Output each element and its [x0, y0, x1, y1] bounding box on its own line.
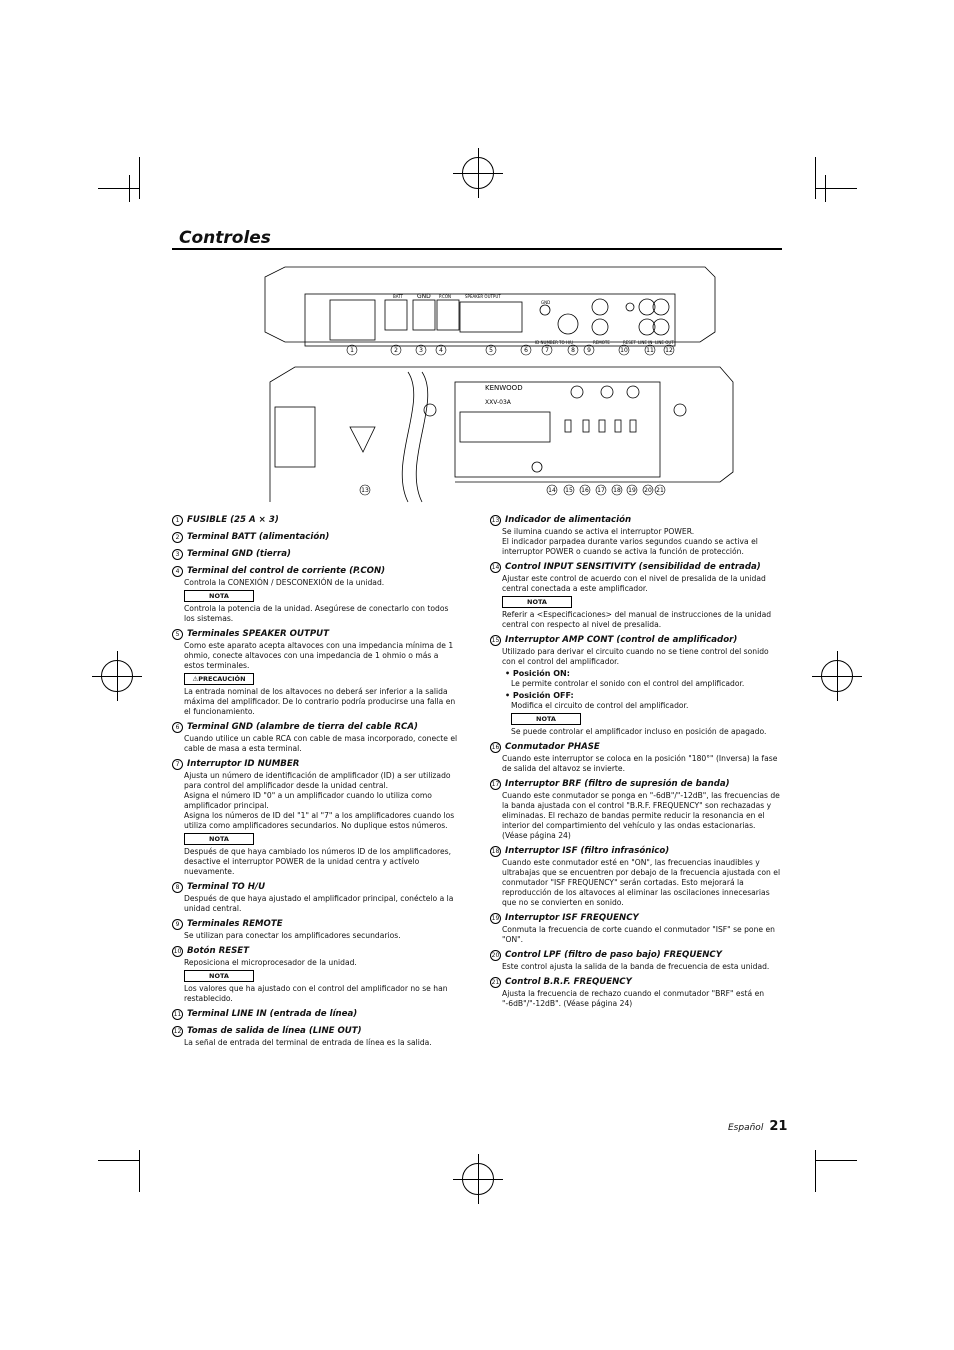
- item-number: 21: [491, 979, 500, 986]
- note-body: [172, 847, 460, 877]
- item-heading: [172, 629, 460, 641]
- item-number: 15: [491, 637, 500, 644]
- item-number: 19: [491, 915, 500, 922]
- item-title: Terminal GND (alambre de tierra del cable RCA): [187, 722, 418, 732]
- panel-reset-label: RESET: [623, 340, 636, 345]
- item-text: Ajustar este control de acuerdo con el nivel de presalida de la unidad central conectada a este amplificador.: [502, 574, 766, 593]
- amplifier-diagram: [255, 262, 735, 507]
- page-title: Controles: [179, 228, 271, 248]
- sub-text: Modifica el circuito de control del amplificador.: [511, 701, 689, 710]
- item-text: Después de que haya ajustado el amplificador principal, conéctelo a la unidad central.: [184, 894, 454, 913]
- item-number: 7: [172, 759, 184, 771]
- item-title: FUSIBLE (25 A × 3): [187, 515, 279, 525]
- item-text: Cuando este conmutador esté en "ON", las frecuencias inaudibles y ultrabajas que se encuentren por debajo de la frecuencia ajustada con el conmutador "ISF FREQUENCY" serán cortadas. Esto mejorará la reproducción de los altavoces al eliminar las oscilaciones innecesarias que no se convierten en sonido.: [502, 858, 781, 907]
- item-body: [172, 931, 460, 941]
- item-9: [172, 919, 460, 941]
- item-number: 20: [491, 952, 500, 959]
- item-heading: [172, 566, 460, 578]
- item-number: 3: [172, 549, 184, 561]
- item-title: Control LPF (filtro de paso bajo) FREQUENCY: [505, 950, 722, 960]
- item-text: Este control ajusta la salida de la banda de frecuencia de esta unidad.: [502, 962, 770, 971]
- note-text: Después de que haya cambiado los números ID de los amplificadores, desactive el interruptor POWER de la unidad centra y actívelo nuevamente.: [184, 847, 451, 876]
- note-text: Los valores que ha ajustado con el control del amplificador no se han restablecido.: [184, 984, 448, 1003]
- item-15: [490, 635, 782, 737]
- item-text: Asigna el número ID "0" a un amplificador cuando lo utiliza como amplificador principal.: [184, 791, 432, 810]
- title-rule: [172, 248, 782, 250]
- note-tag: NOTA: [184, 590, 254, 602]
- item-text: Utilizado para derivar el circuito cuando no se tiene control del sonido con el control del amplificador.: [502, 647, 769, 666]
- panel-to-hu-label: TO H/U: [559, 340, 574, 345]
- item-body: [172, 894, 460, 914]
- item-title: Interruptor ISF (filtro infrasónico): [505, 846, 670, 856]
- item-11: [172, 1009, 460, 1021]
- item-heading: [490, 515, 782, 527]
- sub-heading: • Posición ON:: [505, 669, 570, 678]
- callout-label-13: 13: [361, 487, 369, 494]
- item-17: [490, 779, 782, 841]
- item-body: [490, 527, 782, 557]
- item-text: Se ilumina cuando se activa el interruptor POWER.: [502, 527, 695, 536]
- callout-label-11: 11: [646, 347, 654, 354]
- item-heading: [490, 742, 782, 754]
- brand-label: KENWOOD: [485, 384, 523, 392]
- item-text: Se utilizan para conectar los amplificadores secundarios.: [184, 931, 401, 940]
- item-title: Terminales SPEAKER OUTPUT: [187, 629, 329, 639]
- item-heading: [490, 913, 782, 925]
- callout-label-12: 12: [665, 347, 673, 354]
- item-title: Interruptor BRF (filtro de supresión de banda): [505, 779, 730, 789]
- note-body: [490, 727, 782, 737]
- item-number: 9: [172, 919, 184, 931]
- item-body: [172, 771, 460, 831]
- item-title: Terminal LINE IN (entrada de línea): [187, 1009, 358, 1019]
- item-heading: [172, 722, 460, 734]
- item-text: Cuando utilice un cable RCA con cable de masa incorporado, conecte el cable de masa a esta terminal.: [184, 734, 458, 753]
- item-2: [172, 532, 460, 544]
- item-title: Conmutador PHASE: [505, 742, 600, 752]
- sub-heading: • Posición OFF:: [505, 691, 574, 700]
- item-title: Terminales REMOTE: [187, 919, 283, 929]
- item-body: [172, 734, 460, 754]
- note-text: Controla la potencia de la unidad. Asegúrese de conectarlo con todos los sistemas.: [184, 604, 449, 623]
- item-body: [172, 958, 460, 968]
- model-label: XXV-03A: [485, 399, 511, 406]
- item-heading: [490, 977, 782, 989]
- item-heading: [172, 1009, 460, 1021]
- item-heading: [490, 846, 782, 858]
- item-number: 16: [491, 744, 500, 751]
- panel-pcon-label: P.CON: [439, 294, 451, 299]
- item-body: [172, 1038, 460, 1048]
- panel-speaker-output-label: SPEAKER OUTPUT: [465, 294, 501, 299]
- item-title: Interruptor ID NUMBER: [187, 759, 300, 769]
- note-tag: NOTA: [184, 970, 254, 982]
- item-13: [490, 515, 782, 557]
- item-number: 14: [491, 564, 500, 571]
- callout-label-1: 1: [350, 347, 354, 354]
- callout-label-5: 5: [489, 347, 493, 354]
- item-heading: [172, 946, 460, 958]
- item-body: [490, 754, 782, 774]
- registration-mark-left: [101, 660, 133, 692]
- item-12: [172, 1026, 460, 1048]
- item-19: [490, 913, 782, 945]
- item-3: [172, 549, 460, 561]
- callout-label-21: 21: [656, 487, 664, 494]
- item-heading: [172, 1026, 460, 1038]
- callout-label-19: 19: [628, 487, 636, 494]
- callout-label-8: 8: [571, 347, 575, 354]
- item-body: [172, 578, 460, 588]
- item-body: [490, 791, 782, 841]
- page-footer: [728, 1119, 787, 1134]
- item-16: [490, 742, 782, 774]
- item-body: [490, 989, 782, 1009]
- item-text: Ajusta un número de identificación de amplificador (ID) a ser utilizado para control del amplificador desde la unidad central.: [184, 771, 451, 790]
- item-body: [490, 925, 782, 945]
- page-number: 21: [769, 1119, 788, 1134]
- item-number: 4: [172, 566, 184, 578]
- panel-line-out-label: LINE OUT: [655, 340, 674, 345]
- item-body: [490, 647, 782, 667]
- callout-label-16: 16: [581, 487, 589, 494]
- item-number: 5: [172, 629, 184, 641]
- callout-label-17: 17: [597, 487, 605, 494]
- note-text: La entrada nominal de los altavoces no deberá ser inferior a la salida máxima del amplificador. De lo contrario podría producirse una falla en el funcionamiento.: [184, 687, 456, 716]
- callout-label-14: 14: [548, 487, 556, 494]
- item-title: Interruptor ISF FREQUENCY: [505, 913, 639, 923]
- callout-label-7: 7: [545, 347, 549, 354]
- left-column: [172, 515, 460, 1053]
- item-4: [172, 566, 460, 624]
- note-tag: NOTA: [184, 833, 254, 845]
- item-title: Control B.R.F. FREQUENCY: [505, 977, 632, 987]
- note-body: [172, 687, 460, 717]
- sub-text: Le permite controlar el sonido con el control del amplificador.: [511, 679, 745, 688]
- item-text: Cuando este conmutador se ponga en "-6dB"/"-12dB", las frecuencias de la banda ajustada con el control "B.R.F. FREQUENCY" son rechazadas y eliminadas. El rechazo de bandas permite reducir la resonancia en el interior del compartimiento del vehículo y las ondas estacionarias. (Véase página 24): [502, 791, 780, 840]
- item-heading: [490, 562, 782, 574]
- item-title: Tomas de salida de línea (LINE OUT): [187, 1026, 362, 1036]
- item-text: El indicador parpadea durante varios segundos cuando se activa el interruptor POWER o cuando se activa la función de protección.: [502, 537, 758, 556]
- item-number: 12: [173, 1028, 182, 1035]
- note-text: Se puede controlar el amplificador incluso en posición de apagado.: [511, 727, 767, 736]
- panel-gnd2-label: GND: [541, 300, 551, 305]
- item-number: 17: [491, 781, 500, 788]
- item-8: [172, 882, 460, 914]
- item-10: [172, 946, 460, 1004]
- footer-language: Español: [728, 1123, 764, 1133]
- note-body: [172, 984, 460, 1004]
- panel-id-number-label: ID NUMBER: [535, 340, 558, 345]
- callout-label-6: 6: [524, 347, 528, 354]
- item-number: 18: [491, 848, 500, 855]
- note-tag: NOTA: [502, 596, 572, 608]
- item-text: Conmuta la frecuencia de corte cuando el conmutador "ISF" se pone en "ON".: [502, 925, 775, 944]
- item-number: 13: [491, 517, 500, 524]
- note-body: [172, 604, 460, 624]
- item-heading: [490, 779, 782, 791]
- item-5: [172, 629, 460, 717]
- registration-mark-right: [821, 660, 853, 692]
- item-18: [490, 846, 782, 908]
- item-text: Cuando este interruptor se coloca en la posición "180°" (Inversa) la fase de salida del altavoz se invierte.: [502, 754, 778, 773]
- registration-mark-top: [462, 157, 494, 189]
- item-number: 11: [173, 1011, 182, 1018]
- item-body: [490, 962, 782, 972]
- panel-remote-label: REMOTE: [593, 340, 610, 345]
- panel-gnd-label: GND: [417, 293, 431, 300]
- item-body: [490, 574, 782, 594]
- note-body: [490, 610, 782, 630]
- item-title: Interruptor AMP CONT (control de amplificador): [505, 635, 738, 645]
- callout-label-10: 10: [620, 347, 628, 354]
- item-title: Control INPUT SENSITIVITY (sensibilidad de entrada): [505, 562, 761, 572]
- item-number: 1: [172, 515, 184, 527]
- item-heading: [172, 759, 460, 771]
- item-text: Controla la CONEXIÓN / DESCONEXIÓN de la unidad.: [184, 578, 385, 587]
- item-title: Indicador de alimentación: [505, 515, 632, 525]
- item-heading: [490, 950, 782, 962]
- item-number: 10: [173, 948, 182, 955]
- item-heading: [490, 635, 782, 647]
- item-number: 2: [172, 532, 184, 544]
- item-20: [490, 950, 782, 972]
- note-text: Referir a <Especificaciones> del manual de instrucciones de la unidad central con respecto al nivel de presalida.: [502, 610, 772, 629]
- item-text: Asigna los números de ID del "1" al "7" a los amplificadores cuando los utiliza como amplificadores secundarios. No duplique estos números.: [184, 811, 455, 830]
- item-text: Ajusta la frecuencia de rechazo cuando el conmutador "BRF" está en "-6dB"/"-12dB". (Véase página 24): [502, 989, 765, 1008]
- callout-label-3: 3: [419, 347, 423, 354]
- item-title: Terminal BATT (alimentación): [187, 532, 330, 542]
- item-title: Terminal GND (tierra): [187, 549, 291, 559]
- callout-label-2: 2: [394, 347, 398, 354]
- item-1: [172, 515, 460, 527]
- item-text: Reposiciona el microprocesador de la unidad.: [184, 958, 357, 967]
- item-heading: [172, 515, 460, 527]
- item-7: [172, 759, 460, 877]
- item-heading: [172, 532, 460, 544]
- callout-label-18: 18: [613, 487, 621, 494]
- callout-label-9: 9: [587, 347, 591, 354]
- item-text: Como este aparato acepta altavoces con una impedancia mínima de 1 ohmio, conecte altavoces con una impedancia de 1 ohmio o más a estos terminales.: [184, 641, 454, 670]
- item-heading: [172, 882, 460, 894]
- callout-label-20: 20: [644, 487, 652, 494]
- callout-label-4: 4: [439, 347, 443, 354]
- note-tag: NOTA: [511, 713, 581, 725]
- item-title: Botón RESET: [187, 946, 249, 956]
- item-heading: [172, 549, 460, 561]
- item-number: 6: [172, 722, 184, 734]
- registration-mark-bottom: [462, 1163, 494, 1195]
- item-body: [172, 641, 460, 671]
- item-21: [490, 977, 782, 1009]
- item-title: Terminal del control de corriente (P.CON): [187, 566, 386, 576]
- callout-label-15: 15: [565, 487, 573, 494]
- item-6: [172, 722, 460, 754]
- note-tag: ⚠PRECAUCIÓN: [184, 673, 254, 685]
- item-number: 8: [172, 882, 184, 894]
- item-14: [490, 562, 782, 630]
- item-title: Terminal TO H/U: [187, 882, 266, 892]
- item-heading: [172, 919, 460, 931]
- panel-batt-label: BATT: [393, 294, 403, 299]
- item-body: [490, 858, 782, 908]
- item-text: La señal de entrada del terminal de entrada de línea es la salida.: [184, 1038, 432, 1047]
- right-column: [490, 515, 782, 1014]
- panel-line-in-label: LINE IN: [638, 340, 653, 345]
